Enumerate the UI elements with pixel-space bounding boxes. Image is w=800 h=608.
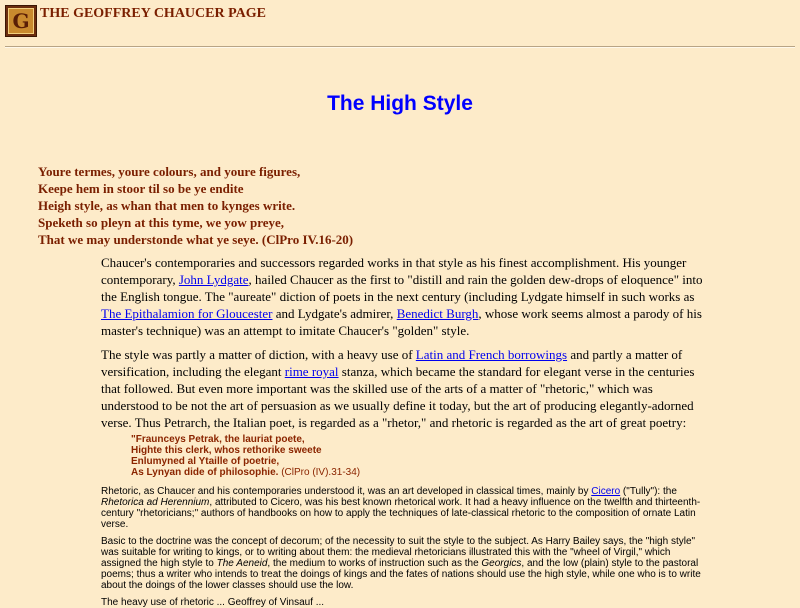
header-divider (5, 46, 795, 48)
paragraph-text: , attributed to Cicero, was his best known rhetorical work. It had a heavy influence on the twelfth and thirteenth-century "rhetoricians;" authors of handbooks on how to apply the techniques of late-classical rhetoric to the composition of ornate Latin verse. (101, 497, 701, 530)
paragraph-text: The style was partly a matter of diction, with a heavy use of (101, 347, 416, 362)
page-title: The High Style (327, 92, 473, 115)
title-georgics: Georgics (481, 558, 522, 569)
link-epithalamion-for-gloucester[interactable]: The Epithalamion for Gloucester (101, 306, 273, 321)
paragraph-text: and partly a matter of versification, including the elegant (101, 347, 683, 379)
quote-line: Highte this clerk, whos rethorike sweete (131, 445, 322, 456)
paragraph-decorum (101, 536, 701, 591)
paragraph-classical-rhetoric (101, 486, 701, 530)
paragraph-text: Rhetoric, as Chaucer and his contemporaries understood it, was an art developed in classical times, mainly by (101, 486, 592, 497)
link-latin-french-borrowings[interactable]: Latin and French borrowings (415, 347, 568, 362)
epigraph-line: Keepe hem in stoor til so be ye endite (38, 181, 244, 196)
paragraph-text: and Lydgate's admirer, (272, 306, 397, 321)
link-benedict-burgh[interactable]: Benedict Burgh (396, 306, 479, 321)
epigraph-citation: (ClPro IV.16-20) (261, 232, 354, 247)
title-the-aeneid: The Aeneid (216, 558, 268, 569)
paragraph-text: stanza, which became the standard for elegant verse in the centuries that followed. But even more important was the skilled use of the arts of a matter of "rhetoric," which was understood to be not the art of persuasion as we usually define it today, but the art of producing elegantly-adorned verse. Thus Petrarch, the Italian poet, is regarded as a "rhetor," and rhetoric is regarded as the art of great poetry: (101, 364, 695, 430)
link-john-lydgate[interactable]: John Lydgate (178, 272, 249, 287)
paragraph-text: , hailed Chaucer as the first to "distill and rain the golden dew-drops of eloquence" into the English tongue. The "aureate" diction of poets in the next century (including Lydgate himself in such works as (101, 272, 703, 304)
title-rhetorica-ad-herennium: Rhetorica ad Herennium (101, 497, 210, 508)
paragraph-text: ("Tully"): the (620, 486, 677, 497)
paragraph-text: , and the low (plain) style to the pastoral poems; thus a writer who intends to treat the doings of kings and the fates of nations should use the high style, while one who is to write about the doings of the lower classes should use the low. (101, 558, 701, 591)
paragraph-aureate-style (101, 254, 703, 339)
paragraph-text: , whose work seems almost a parody of his master's technique) was an attempt to imitate Chaucer's "golden" style. (101, 306, 702, 338)
quote-last-line: As Lynyan dide of philosophie. (131, 467, 279, 478)
epigraph-quote (38, 163, 353, 248)
paragraph-text: Chaucer's contemporaries and successors regarded works in that style as his finest accomplishment. His younger contemporary, (101, 255, 687, 287)
epigraph-last-line: That we may understonde what ye seye. (38, 232, 259, 247)
paragraph-truncated: The heavy use of rhetoric ... Geoffrey of Vinsauf ... (101, 597, 325, 608)
paragraph-diction-rhetoric (101, 346, 703, 431)
epigraph-line (38, 231, 353, 248)
epigraph-line: Heigh style, as whan that men to kynges write. (38, 198, 296, 213)
quote-line (131, 467, 360, 478)
quote-line: Enlumyned al Ytaille of poetrie, (131, 456, 280, 467)
petrarch-quote (131, 434, 360, 478)
link-cicero[interactable]: Cicero (591, 486, 621, 497)
epigraph-line: Speketh so pleyn at this tyme, we yow preye, (38, 215, 285, 230)
quote-citation: (ClPro (IV).31-34) (281, 467, 361, 478)
site-title: THE GEOFFREY CHAUCER PAGE (40, 6, 266, 21)
epigraph-line: Youre termes, youre colours, and youre figures, (38, 164, 301, 179)
quote-line: "Fraunceys Petrak, the lauriat poete, (131, 434, 305, 445)
paragraph-text: , the medium to works of instruction such as the (267, 558, 482, 569)
logo-letter: G (8, 8, 34, 34)
chaucer-logo-icon[interactable] (5, 5, 37, 37)
paragraph-text: Basic to the doctrine was the concept of decorum; of the necessity to suit the style to the subject. As Harry Bailey says, the "high style" was suitable for writing to kings, or to writing about them: the medieval rhetoricians illustrated this with the "wheel of Virgil," which assigned the high style to (101, 536, 696, 569)
site-header (5, 5, 266, 39)
link-rime-royal[interactable]: rime royal (284, 364, 339, 379)
